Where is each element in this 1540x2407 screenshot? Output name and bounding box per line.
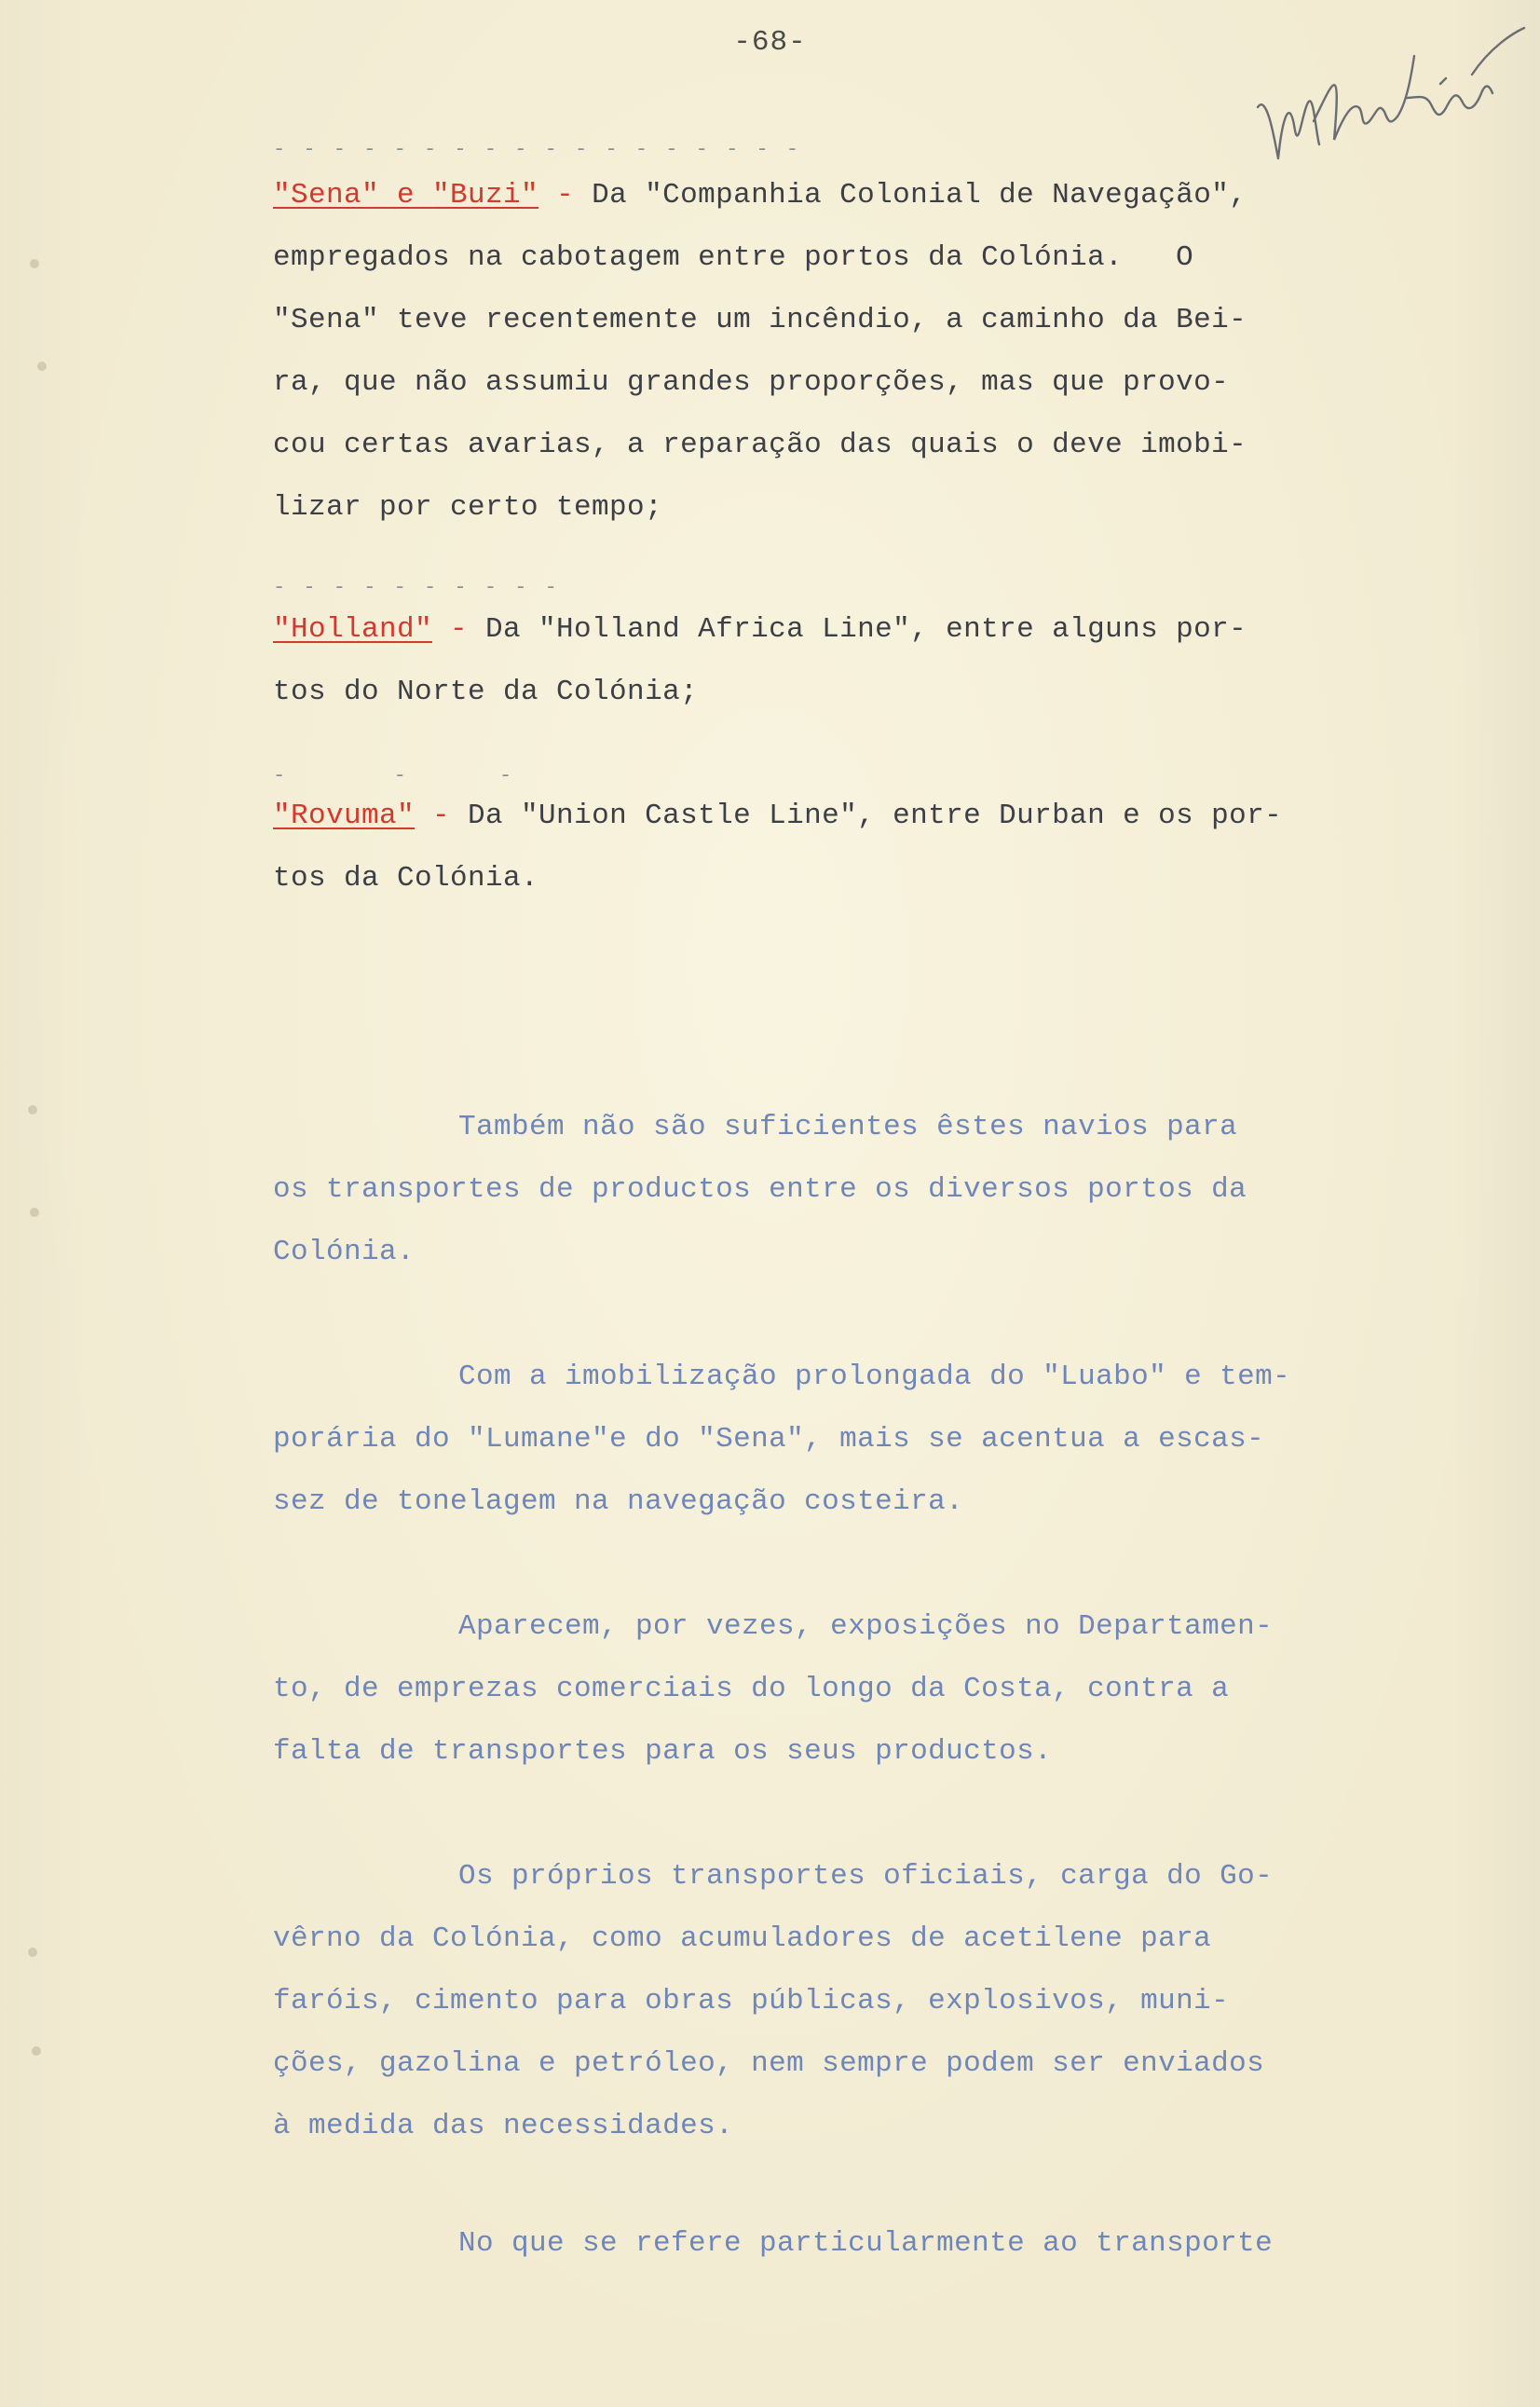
paragraph-line: Os próprios transportes oficiais, carga do Go- xyxy=(458,1860,1274,1893)
entry-line: tos da Colónia. xyxy=(273,862,539,895)
entry-sena-buzi-heading xyxy=(273,179,1247,212)
binding-hole xyxy=(30,259,39,268)
entry-line: tos do Norte da Colónia; xyxy=(273,676,699,708)
entry-line: lizar por certo tempo; xyxy=(273,491,663,524)
entry-line: cou certas avarias, a reparação das quais o deve imobi- xyxy=(273,429,1247,461)
entry-line: Da "Companhia Colonial de Navegação", xyxy=(592,179,1247,212)
paragraph-line: No que se refere particularmente ao transporte xyxy=(458,2227,1274,2260)
entry-line: ra, que não assumiu grandes proporções, mas que provo- xyxy=(273,366,1230,399)
binding-hole xyxy=(37,362,47,371)
entry-term: "Buzi" xyxy=(432,179,539,212)
paragraph-line: Aparecem, por vezes, exposições no Departamen- xyxy=(458,1610,1274,1643)
paragraph-line: Colónia. xyxy=(273,1236,416,1268)
paragraph-line: Também não são suficientes êstes navios para xyxy=(458,1111,1238,1143)
entry-line: Da "Holland Africa Line", entre alguns por- xyxy=(485,613,1247,646)
entry-line: empregados na cabotagem entre portos da Colónia. O xyxy=(273,241,1194,274)
paragraph-line: to, de emprezas comerciais do longo da Costa, contra a xyxy=(273,1673,1230,1705)
paragraph-line: Com a imobilização prolongada do "Luabo" e tem- xyxy=(458,1361,1291,1393)
page-number: -68- xyxy=(733,26,807,59)
paragraph-line: vêrno da Colónia, como acumuladores de acetilene para xyxy=(273,1922,1212,1955)
faint-dotted-rule: - - - - - - - - - - - - - - - - - - xyxy=(273,138,802,161)
paragraph-line: faróis, cimento para obras públicas, explosivos, muni- xyxy=(273,1985,1230,2017)
binding-hole xyxy=(28,1105,37,1115)
binding-hole xyxy=(32,2046,41,2056)
binding-hole xyxy=(28,1948,37,1957)
paragraph-line: à medida das necessidades. xyxy=(273,2110,734,2142)
entry-dash: - xyxy=(538,179,593,212)
faint-dotted-rule: - - - xyxy=(273,764,515,787)
paragraph-line: porária do "Lumane"e do "Sena", mais se acentua a escas- xyxy=(273,1423,1265,1456)
entry-rovuma-heading xyxy=(273,800,1282,832)
binding-hole xyxy=(30,1208,39,1217)
entry-term: "Rovuma" xyxy=(273,800,416,832)
entry-line: Da "Union Castle Line", entre Durban e os por- xyxy=(468,800,1283,832)
entry-term-joiner: e xyxy=(379,179,433,212)
faint-dotted-rule: - - - - - - - - - - xyxy=(273,576,560,599)
paragraph-line: sez de tonelagem na navegação costeira. xyxy=(273,1485,964,1518)
entry-holland-heading xyxy=(273,613,1247,646)
entry-dash: - xyxy=(432,613,486,646)
paragraph-line: ções, gazolina e petróleo, nem sempre podem ser enviados xyxy=(273,2047,1265,2080)
entry-dash: - xyxy=(415,800,469,832)
paragraph-line: falta de transportes para os seus productos. xyxy=(273,1735,1053,1768)
entry-line: "Sena" teve recentemente um incêndio, a caminho da Bei- xyxy=(273,304,1247,336)
paragraph-line: os transportes de productos entre os diversos portos da xyxy=(273,1173,1247,1206)
entry-term: "Holland" xyxy=(273,613,433,646)
entry-term: "Sena" xyxy=(273,179,380,212)
handwritten-signature xyxy=(1248,19,1528,177)
